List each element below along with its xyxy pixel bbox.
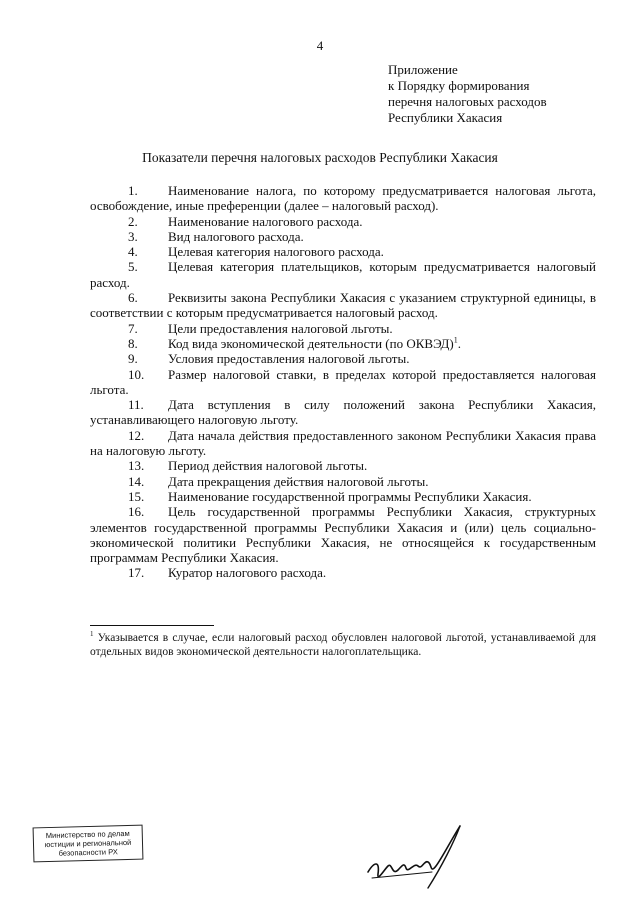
item-text: Дата начала действия предоставленного законом Республики Хакасия права на налоговую льготу. bbox=[90, 427, 596, 459]
item-text: Наименование налогового расхода. bbox=[168, 213, 363, 229]
item-text: Наименование налога, по которому предусматривается налоговая льгота, освобождение, иные преференции (далее – налоговый расход). bbox=[90, 183, 596, 214]
indicator-item bbox=[90, 321, 596, 336]
item-number: 5. bbox=[128, 259, 138, 275]
appendix-line: Республики Хакасия bbox=[388, 110, 503, 125]
item-number: 3. bbox=[128, 228, 138, 244]
indicator-item bbox=[90, 336, 596, 351]
item-text: Цель государственной программы Республики Хакасия, структурных элементов государственной программы Республики Хакасия и (или) цель социально-экономической политики Республики Хакасия, не относящейся к государственным программам Республики Хакасия. bbox=[90, 504, 596, 566]
indicator-item bbox=[90, 229, 596, 244]
item-text: Реквизиты закона Республики Хакасия с указанием структурной единицы, в соответствии с которым предусматривается налоговый расход. bbox=[90, 290, 596, 321]
indicator-item bbox=[90, 397, 596, 428]
item-number: 13. bbox=[128, 458, 145, 474]
page-number: 4 bbox=[316, 38, 324, 53]
appendix-line: Приложение bbox=[388, 62, 458, 77]
item-number: 16. bbox=[128, 504, 145, 520]
registration-stamp bbox=[33, 825, 144, 863]
item-number: 6. bbox=[128, 290, 138, 306]
item-number: 15. bbox=[128, 488, 145, 504]
indicator-item bbox=[90, 489, 596, 504]
indicator-item bbox=[90, 367, 596, 398]
indicator-list bbox=[90, 183, 596, 581]
item-text: Целевая категория плательщиков, которым предусматривается налоговый расход. bbox=[90, 259, 596, 290]
indicator-item bbox=[90, 504, 596, 565]
document-title: Показатели перечня налоговых расходов Республики Хакасия bbox=[142, 150, 498, 165]
signature bbox=[362, 822, 472, 892]
footnote-mark: 1 bbox=[90, 630, 94, 639]
item-number: 8. bbox=[128, 335, 138, 351]
item-number: 12. bbox=[128, 427, 145, 443]
item-text: Код вида экономической деятельности (по ОКВЭД) bbox=[168, 335, 454, 351]
footnote-text: Указывается в случае, если налоговый расход обусловлен налоговой льготой, устанавливаемой для отдельных видов экономической деятельности налогоплательщика. bbox=[90, 632, 596, 658]
item-text: Условия предоставления налоговой льготы. bbox=[168, 351, 410, 367]
item-number: 14. bbox=[128, 473, 145, 489]
item-text: Цели предоставления налоговой льготы. bbox=[168, 320, 393, 336]
indicator-item bbox=[90, 458, 596, 473]
indicator-item bbox=[90, 428, 596, 459]
item-text: Целевая категория налогового расхода. bbox=[168, 244, 384, 260]
indicator-item bbox=[90, 565, 596, 580]
indicator-item bbox=[90, 259, 596, 290]
item-text: Куратор налогового расхода. bbox=[168, 565, 327, 581]
item-number: 10. bbox=[128, 366, 145, 382]
footnote bbox=[90, 631, 596, 659]
item-text: Наименование государственной программы Республики Хакасия. bbox=[168, 488, 532, 504]
stamp-line: безопасности РХ bbox=[58, 847, 118, 858]
indicator-item bbox=[90, 214, 596, 229]
item-text: Дата вступления в силу положений закона Республики Хакасия, устанавливающего налоговую льготу. bbox=[90, 397, 596, 428]
indicator-item bbox=[90, 183, 596, 214]
footnote-reference: 1 bbox=[453, 335, 458, 345]
item-text: Период действия налоговой льготы. bbox=[168, 458, 368, 474]
indicator-item bbox=[90, 244, 596, 259]
item-text: Размер налоговой ставки, в пределах которой предоставляется налоговая льгота. bbox=[90, 366, 596, 397]
indicator-item bbox=[90, 351, 596, 366]
appendix-note bbox=[388, 62, 547, 126]
item-text-tail: . bbox=[457, 335, 462, 351]
item-number: 2. bbox=[128, 213, 138, 229]
item-number: 4. bbox=[128, 244, 138, 260]
item-text: Вид налогового расхода. bbox=[168, 228, 304, 244]
indicator-item bbox=[90, 474, 596, 489]
indicator-item bbox=[90, 290, 596, 321]
footnote-divider bbox=[90, 625, 214, 626]
item-text: Дата прекращения действия налоговой льготы. bbox=[168, 473, 429, 489]
item-number: 17. bbox=[128, 565, 145, 581]
stamp-line: Министерство по делам bbox=[45, 828, 130, 841]
item-number: 1. bbox=[128, 183, 138, 198]
appendix-line: перечня налоговых расходов bbox=[388, 94, 547, 109]
item-number: 11. bbox=[128, 397, 144, 413]
stamp-line: юстиции и региональной bbox=[44, 837, 132, 850]
item-number: 7. bbox=[128, 320, 138, 336]
appendix-line: к Порядку формирования bbox=[388, 78, 530, 93]
item-number: 9. bbox=[128, 351, 138, 367]
